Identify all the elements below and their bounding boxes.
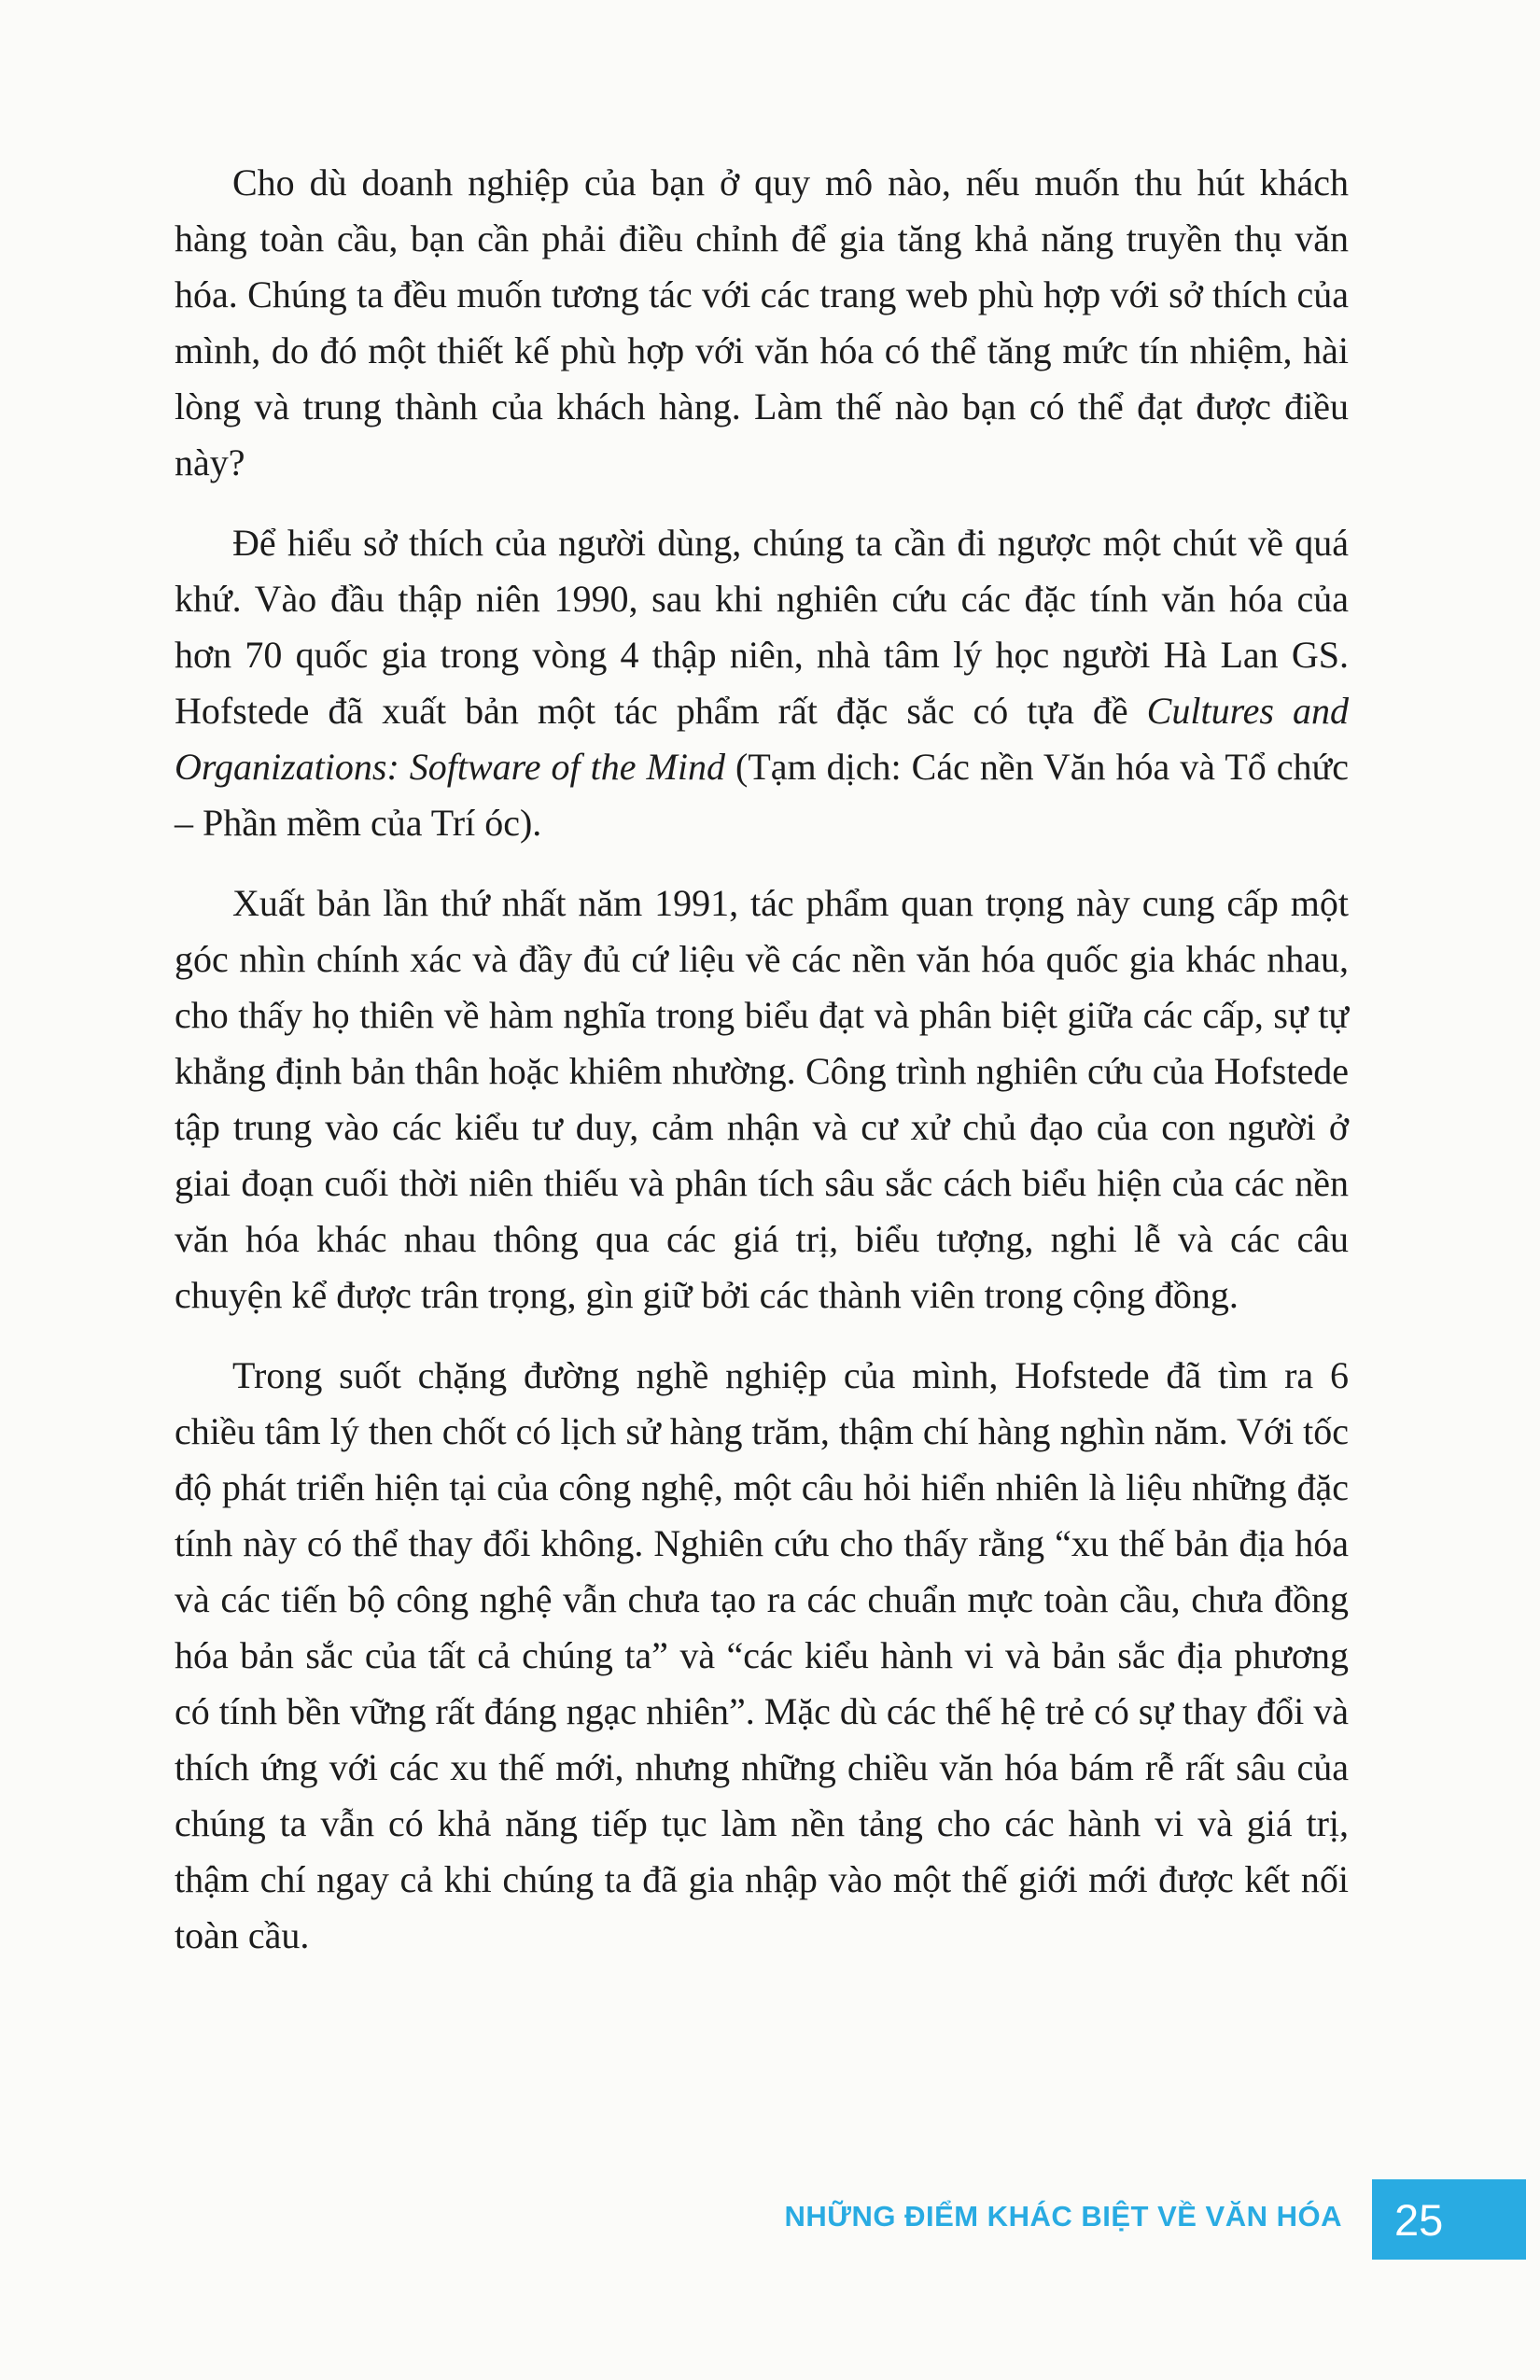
paragraph-3 [175, 875, 1349, 1323]
page-number-box [1372, 2179, 1526, 2260]
book-title-italic: Cultures and Organizations: Software of the Mind [175, 690, 1350, 788]
text-segment: Để hiểu sở thích của người dùng, chúng ta cần đi ngược một chút về quá khứ. Vào đầu thập niên 1990, sau khi nghiên cứu các đặc tính văn hóa của hơn 70 quốc gia trong vòng 4 thập niên, nhà tâm lý học người Hà Lan GS. Hofstede đã xuất bản một tác phẩm rất đặc sắc có tựa đề [175, 522, 1349, 732]
running-footer-title: NHỮNG ĐIỂM KHÁC BIỆT VỀ VĂN HÓA [784, 2200, 1342, 2233]
text-segment: (Tạm dịch: Các nền Văn hóa và Tổ chức – Phần mềm của Trí óc). [175, 746, 1349, 844]
text-segment: Trong suốt chặng đường nghề nghiệp của mình, Hofstede đã tìm ra 6 chiều tâm lý then chốt có lịch sử hàng trăm, thậm chí hàng nghìn năm. Với tốc độ phát triển hiện tại của công nghệ, một câu hỏi hiển nhiên là liệu những đặc tính này có thể thay đổi không. Nghiên cứu cho thấy rằng “xu thế bản địa hóa và các tiến bộ công nghệ vẫn chưa tạo ra các chuẩn mực toàn cầu, chưa đồng hóa bản sắc của tất cả chúng ta” và “các kiểu hành vi và bản sắc địa phương có tính bền vững rất đáng ngạc nhiên”. Mặc dù các thế hệ trẻ có sự thay đổi và thích ứng với các xu thế mới, nhưng những chiều văn hóa bám rễ rất sâu của chúng ta vẫn có khả năng tiếp tục làm nền tảng cho các hành vi và giá trị, thậm chí ngay cả khi chúng ta đã gia nhập vào một thế giới mới được kết nối toàn cầu. [175, 1354, 1349, 1956]
paragraph-1 [175, 155, 1349, 491]
text-segment: Cho dù doanh nghiệp của bạn ở quy mô nào, nếu muốn thu hút khách hàng toàn cầu, bạn cần phải điều chỉnh để gia tăng khả năng truyền thụ văn hóa. Chúng ta đều muốn tương tác với các trang web phù hợp với sở thích của mình, do đó một thiết kế phù hợp với văn hóa có thể tăng mức tín nhiệm, hài lòng và trung thành của khách hàng. Làm thế nào bạn có thể đạt được điều này? [175, 161, 1349, 483]
body-text-block [175, 155, 1349, 1964]
page-number: 25 [1394, 2194, 1444, 2245]
paragraph-2 [175, 515, 1349, 851]
paragraph-4 [175, 1348, 1349, 1964]
text-segment: Xuất bản lần thứ nhất năm 1991, tác phẩm quan trọng này cung cấp một góc nhìn chính xác và đầy đủ cứ liệu về các nền văn hóa quốc gia khác nhau, cho thấy họ thiên về hàm nghĩa trong biểu đạt và phân biệt giữa các cấp, sự tự khẳng định bản thân hoặc khiêm nhường. Công trình nghiên cứu của Hofstede tập trung vào các kiểu tư duy, cảm nhận và cư xử chủ đạo của con người ở giai đoạn cuối thời niên thiếu và phân tích sâu sắc cách biểu hiện của các nền văn hóa khác nhau thông qua các giá trị, biểu tượng, nghi lễ và các câu chuyện kể được trân trọng, gìn giữ bởi các thành viên trong cộng đồng. [175, 882, 1349, 1316]
